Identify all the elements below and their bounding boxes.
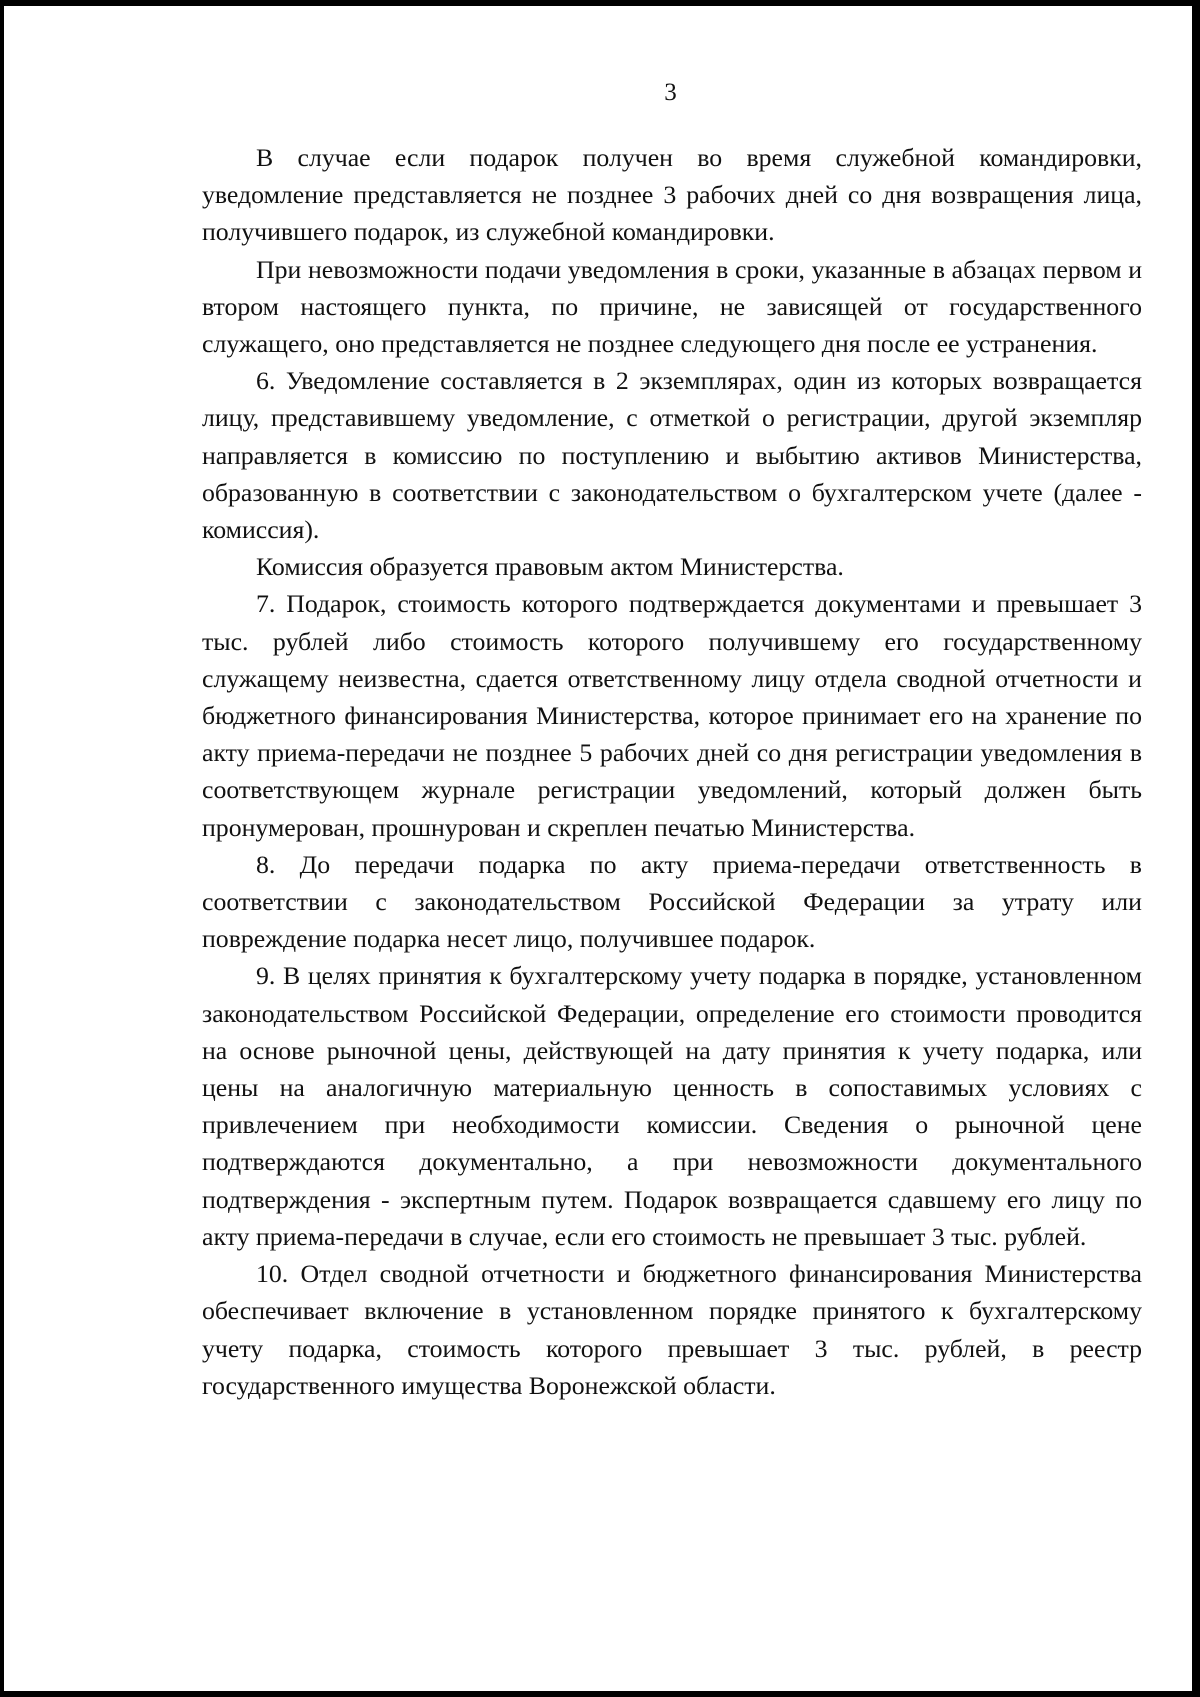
paragraph-item-10-registry: 10. Отдел сводной отчетности и бюджетного финансирования Министерства обеспечивает включение в установленном порядке принятого к бухгалтерскому учету подарка, стоимость которого превышает 3 тыс. рублей, в реестр государственного имущества Воронежской области. xyxy=(202,1259,1142,1400)
paragraph-business-trip-notice: В случае если подарок получен во время служебной командировки, уведомление представляется не позднее 3 рабочих дней со дня возвращения лица, получившего подарок, из служебной командировки. xyxy=(202,143,1142,247)
paragraph-item-9-valuation: 9. В целях принятия к бухгалтерскому учету подарка в порядке, установленном законодательством Российской Федерации, определение его стоимости проводится на основе рыночной цены, действующей на дату принятия к учету подарка, или цены на аналогичную материальную ценность в сопоставимых условиях с привлечением при необходимости комиссии. Сведения о рыночной цене подтверждаются документально, а при невозможности документального подтверждения - экспертным путем. Подарок возвращается сдавшему его лицу по акту приема-передачи в случае, если его стоимость не превышает 3 тыс. рублей. xyxy=(202,961,1142,1251)
paragraph-deadline-impossibility: При невозможности подачи уведомления в сроки, указанные в абзацах первом и втором настоящего пункта, по причине, не зависящей от государственного служащего, оно представляется не позднее следующего дня после ее устранения. xyxy=(202,254,1142,359)
paragraph-item-8-responsibility: 8. До передачи подарка по акту приема-передачи ответственность в соответствии с законодательством Российской Федерации за утрату или повреждение подарка несет лицо, получившее подарок. xyxy=(202,849,1142,954)
paragraph-commission-formation: Комиссия образуется правовым актом Министерства. xyxy=(256,552,844,582)
paragraph-item-6-notice-copies: 6. Уведомление составляется в 2 экземплярах, один из которых возвращается лицу, представившему уведомление, с отметкой о регистрации, другой экземпляр направляется в комиссию по поступлению и выбытию активов Министерства, образованную в соответствии с законодательством о бухгалтерском учете (далее - комиссия). xyxy=(202,366,1142,545)
page-number: 3 xyxy=(664,79,677,106)
paragraph-item-7-gift-transfer: 7. Подарок, стоимость которого подтверждается документами и превышает 3 тыс. рублей либо стоимость которого получившему его государственному служащему неизвестна, сдается ответственному лицу отдела сводной отчетности и бюджетного финансирования Министерства, которое принимает его на хранение по акту приема-передачи не позднее 5 рабочих дней со дня регистрации уведомления в соответствующем журнале регистрации уведомлений, который должен быть пронумерован, прошнурован и скреплен печатью Министерства. xyxy=(202,589,1142,842)
document-body xyxy=(202,139,1142,1404)
